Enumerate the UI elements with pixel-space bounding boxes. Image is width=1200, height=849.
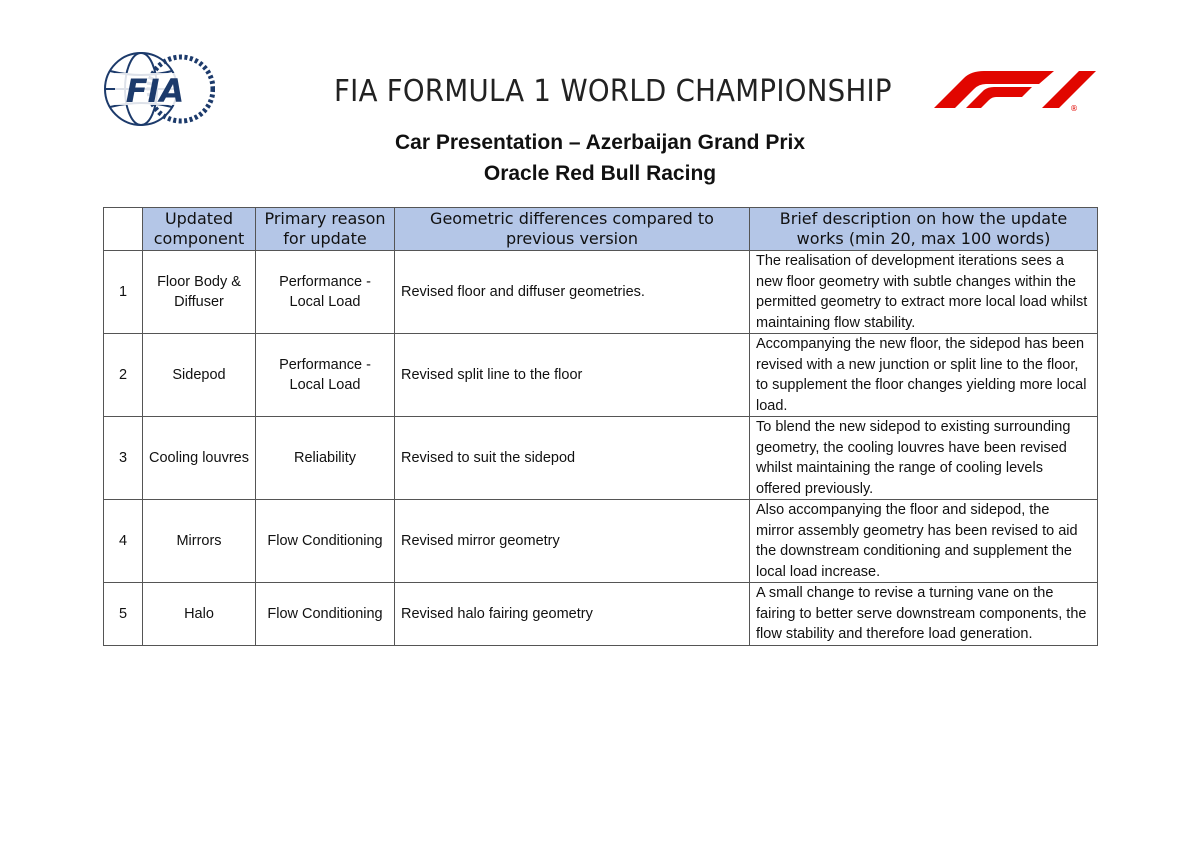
updated-component: Sidepod [143,334,256,417]
header-number [104,208,143,251]
updates-table [103,207,1098,646]
geometric-differences: Revised halo fairing geometry [395,583,750,646]
team-name: Oracle Red Bull Racing [483,162,717,185]
table-row [104,334,1098,417]
header-geometric-differences: Geometric differences compared to previous version [395,208,750,251]
f1-logo [934,66,1099,112]
table-row [104,500,1098,583]
primary-reason: Reliability [256,417,395,500]
svg-text:®: ® [1070,104,1078,112]
update-description: The realisation of development iterations sees a new floor geometry with subtle changes within the permitted geometry to extract more local load whilst maintaining flow stability. [750,251,1098,334]
geometric-differences: Revised mirror geometry [395,500,750,583]
row-number: 5 [104,583,143,646]
update-description: Accompanying the new floor, the sidepod has been revised with a new junction or split line to the floor, to supplement the floor changes yielding more local load. [750,334,1098,417]
document-title: Car Presentation – Azerbaijan Grand Prix [394,131,806,154]
row-number: 1 [104,251,143,334]
svg-text:FIA: FIA [125,72,185,110]
fia-logo [101,49,215,129]
table-row [104,417,1098,500]
geometric-differences: Revised split line to the floor [395,334,750,417]
updated-component: Floor Body & Diffuser [143,251,256,334]
primary-reason: Performance - Local Load [256,251,395,334]
primary-reason: Performance - Local Load [256,334,395,417]
geometric-differences: Revised to suit the sidepod [395,417,750,500]
updated-component: Halo [143,583,256,646]
primary-reason: Flow Conditioning [256,500,395,583]
table-header-row [104,208,1098,251]
geometric-differences: Revised floor and diffuser geometries. [395,251,750,334]
updated-component: Cooling louvres [143,417,256,500]
table-row [104,251,1098,334]
championship-title: FIA FORMULA 1 WORLD CHAMPIONSHIP [334,74,892,109]
table-row [104,583,1098,646]
header-brief-description: Brief description on how the update works (min 20, max 100 words) [750,208,1098,251]
update-description: Also accompanying the floor and sidepod, the mirror assembly geometry has been revised to aid the downstream conditioning and supplement the local load increase. [750,500,1098,583]
row-number: 2 [104,334,143,417]
row-number: 4 [104,500,143,583]
updated-component: Mirrors [143,500,256,583]
header-primary-reason: Primary reason for update [256,208,395,251]
primary-reason: Flow Conditioning [256,583,395,646]
row-number: 3 [104,417,143,500]
update-description: A small change to revise a turning vane on the fairing to better serve downstream components, the flow stability and therefore load generation. [750,583,1098,646]
header-updated-component: Updated component [143,208,256,251]
update-description: To blend the new sidepod to existing surrounding geometry, the cooling louvres have been revised whilst maintaining the range of cooling levels offered previously. [750,417,1098,500]
